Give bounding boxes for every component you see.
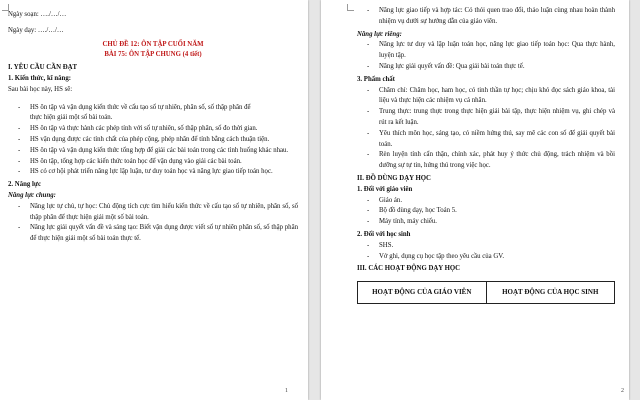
general-competence-item[interactable]: - Năng lực tự chủ, tự học: Chủ động tích cực tìm hiểu kiến thức về cấu tạo số tự nhiên, phân số, số thập phân để thực hiện giải một số bài toán. bbox=[8, 202, 298, 224]
knowledge-item[interactable]: - HS ôn tập và thực hành các phép tính với số tự nhiên, số thập phân, số đo thời gian. bbox=[8, 124, 298, 135]
specific-competence-item[interactable]: - Năng lực tư duy và lập luận toán học, năng lực giao tiếp toán học: Qua thực hành, luyện tập. bbox=[357, 40, 615, 62]
topic-title[interactable]: CHỦ ĐỀ 12: ÔN TẬP CUỐI NĂM bbox=[102, 40, 204, 48]
crop-mark bbox=[347, 4, 354, 11]
section-requirements[interactable]: I. YÊU CẦU CẦN ĐẠT bbox=[8, 64, 78, 72]
quality-item[interactable]: - Rèn luyện tính cẩn thận, chính xác, phát huy ý thức chủ động, trách nhiệm và bồi dưỡng sự tự tin, hứng thú trong việc học. bbox=[357, 150, 615, 172]
page-2-content bbox=[357, 6, 615, 304]
table-header-row bbox=[358, 282, 615, 304]
teacher-material-item[interactable]: - Giáo án. bbox=[357, 196, 615, 207]
prep-date[interactable]: Ngày soạn: …./…/… bbox=[8, 11, 67, 18]
activities-table bbox=[357, 281, 615, 304]
quality-heading[interactable]: 3. Phẩm chất bbox=[357, 75, 395, 83]
quality-item[interactable]: - Yêu thích môn học, sáng tạo, có niềm hứng thú, say mê các con số để giải quyết bài toán. bbox=[357, 129, 615, 151]
section-activities[interactable]: III. CÁC HOẠT ĐỘNG DẠY HỌC bbox=[357, 265, 461, 273]
page-number: 1 bbox=[285, 388, 288, 394]
section-materials[interactable]: II. ĐỒ DÙNG DẠY HỌC bbox=[357, 174, 431, 182]
knowledge-item[interactable]: - HS ôn tập và vận dụng kiến thức tổng hợp để giải các bài toán trong các tình huống khác nhau. bbox=[8, 146, 298, 157]
page-number: 2 bbox=[621, 388, 624, 394]
document-page-1 bbox=[0, 0, 308, 400]
competence-heading[interactable]: 2. Năng lực bbox=[8, 181, 41, 189]
general-competence-heading[interactable]: Năng lực chung: bbox=[8, 191, 56, 199]
after-lesson-text[interactable]: Sau bài học này, HS sẽ: bbox=[8, 85, 73, 93]
document-page-2 bbox=[321, 0, 629, 400]
student-materials-heading[interactable]: 2. Đối với học sinh bbox=[357, 230, 411, 238]
teacher-material-item[interactable]: - Máy tính, máy chiếu. bbox=[357, 217, 615, 228]
general-competence-item[interactable]: - Năng lực giải quyết vấn đề và sáng tạo: Biết vận dụng được viết số tự nhiên phân số, số thập phân để thực hiện giải một số bài toán thực tế. bbox=[8, 223, 298, 245]
page-1-content bbox=[8, 10, 298, 245]
lesson-title[interactable]: BÀI 75: ÔN TẬP CHUNG (4 tiết) bbox=[104, 51, 202, 59]
teacher-activity-header[interactable]: HOẠT ĐỘNG CỦA GIÁO VIÊN bbox=[358, 282, 487, 304]
knowledge-item[interactable]: - HS ôn tập, tổng hợp các kiến thức toán học để vận dụng vào giải các bài toán. bbox=[8, 157, 298, 168]
teach-date[interactable]: Ngày dạy: …./…/… bbox=[8, 26, 64, 34]
general-competence-item[interactable]: - Năng lực giao tiếp và hợp tác: Có thói quen trao đổi, thảo luận cùng nhau hoàn thành nhiệm vụ dưới sự hướng dẫn của giáo viên. bbox=[357, 6, 615, 28]
student-material-item[interactable]: - SHS. bbox=[357, 241, 615, 252]
knowledge-heading[interactable]: 1. Kiến thức, kĩ năng: bbox=[8, 74, 71, 82]
student-material-item[interactable]: - Vở ghi, dụng cụ học tập theo yêu cầu của GV. bbox=[357, 252, 615, 263]
specific-competence-heading[interactable]: Năng lực riêng: bbox=[357, 30, 402, 38]
quality-item[interactable]: - Trung thực: trung thực trong thực hiện giải bài tập, thực hiện nhiệm vụ, ghi chép và rút ra kết luận. bbox=[357, 107, 615, 129]
specific-competence-item[interactable]: - Năng lực giải quyết vấn đề: Qua giải bài toán thực tế. bbox=[357, 62, 615, 73]
teacher-materials-heading[interactable]: 1. Đối với giáo viên bbox=[357, 185, 413, 193]
knowledge-item[interactable]: - HS có cơ hội phát triển năng lực lập luận, tư duy toán học và năng lực giao tiếp toán học. bbox=[8, 167, 298, 178]
teacher-material-item[interactable]: - Bộ đồ dùng dạy, học Toán 5. bbox=[357, 206, 615, 217]
knowledge-item-continued[interactable]: thực hiện giải một số bài toán. bbox=[30, 114, 113, 122]
quality-item[interactable]: - Chăm chỉ: Chăm học, ham học, có tinh thần tự học; chịu khó đọc sách giáo khoa, tài liệu và thực hiện các nhiệm vụ cá nhân. bbox=[357, 86, 615, 108]
knowledge-item[interactable]: - HS ôn tập và vận dụng kiến thức về cấu tạo số tự nhiên, phân số, số thập phân để bbox=[8, 103, 298, 114]
knowledge-item[interactable]: - HS vận dụng được các tính chất của phép cộng, phép nhân để tính bằng cách thuận tiện. bbox=[8, 135, 298, 146]
student-activity-header[interactable]: HOẠT ĐỘNG CỦA HỌC SINH bbox=[486, 282, 615, 304]
